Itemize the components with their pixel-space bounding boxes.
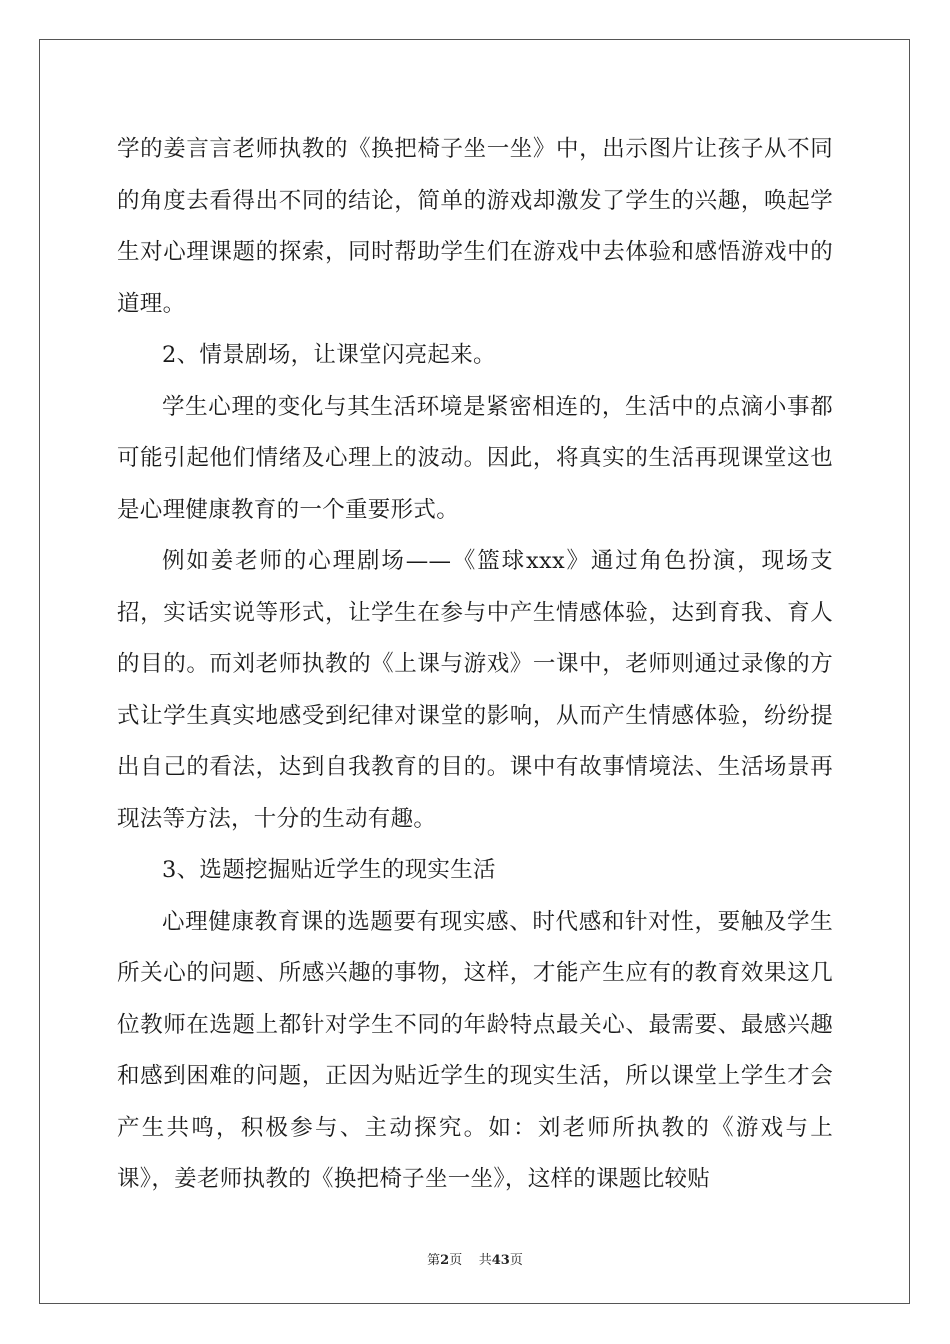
- document-body: [117, 124, 833, 1206]
- paragraph-3: 学生心理的变化与其生活环境是紧密相连的，生活中的点滴小事都可能引起他们情绪及心理上的波动。因此，将真实的生活再现课堂这也是心理健康教育的一个重要形式。: [117, 393, 833, 523]
- paragraph-heading-3: 3、选题挖掘贴近学生的现实生活: [162, 857, 496, 883]
- paragraph-4: 例如姜老师的心理剧场——《篮球xxx》通过角色扮演，现场支招，实话实说等形式，让学生在参与中产生情感体验，达到育我、育人的目的。而刘老师执教的《上课与游戏》一课中，老师则通过录像的方式让学生真实地感受到纪律对课堂的影响，从而产生情感体验，纷纷提出自己的看法，达到自我教育的目的。课中有故事情境法、生活场景再现法等方法，十分的生动有趣。: [117, 548, 833, 832]
- paragraph-6: 心理健康教育课的选题要有现实感、时代感和针对性，要触及学生所关心的问题、所感兴趣的事物，这样，才能产生应有的教育效果这几位教师在选题上都针对学生不同的年龄特点最关心、最需要、最感兴趣和感到困难的问题，正因为贴近学生的现实生活，所以课堂上学生才会产生共鸣，积极参与、主动探究。如：刘老师所执教的《游戏与上课》，姜老师执教的《换把椅子坐一坐》，这样的课题比较贴: [117, 908, 833, 1192]
- total-prefix: 共: [478, 1253, 492, 1268]
- page-suffix: 页: [449, 1253, 463, 1268]
- page-footer: [0, 1249, 950, 1268]
- total-suffix: 页: [509, 1253, 523, 1268]
- paragraph-heading-2: 2、情景剧场，让课堂闪亮起来。: [162, 342, 496, 368]
- paragraph-1: 学的姜言言老师执教的《换把椅子坐一坐》中，出示图片让孩子从不同的角度去看得出不同的结论，简单的游戏却激发了学生的兴趣，唤起学生对心理课题的探索，同时帮助学生们在游戏中去体验和感悟游戏中的道理。: [117, 136, 833, 317]
- total-pages: 43: [491, 1253, 510, 1268]
- page-number: 2: [440, 1253, 450, 1268]
- page-prefix: 第: [427, 1253, 441, 1268]
